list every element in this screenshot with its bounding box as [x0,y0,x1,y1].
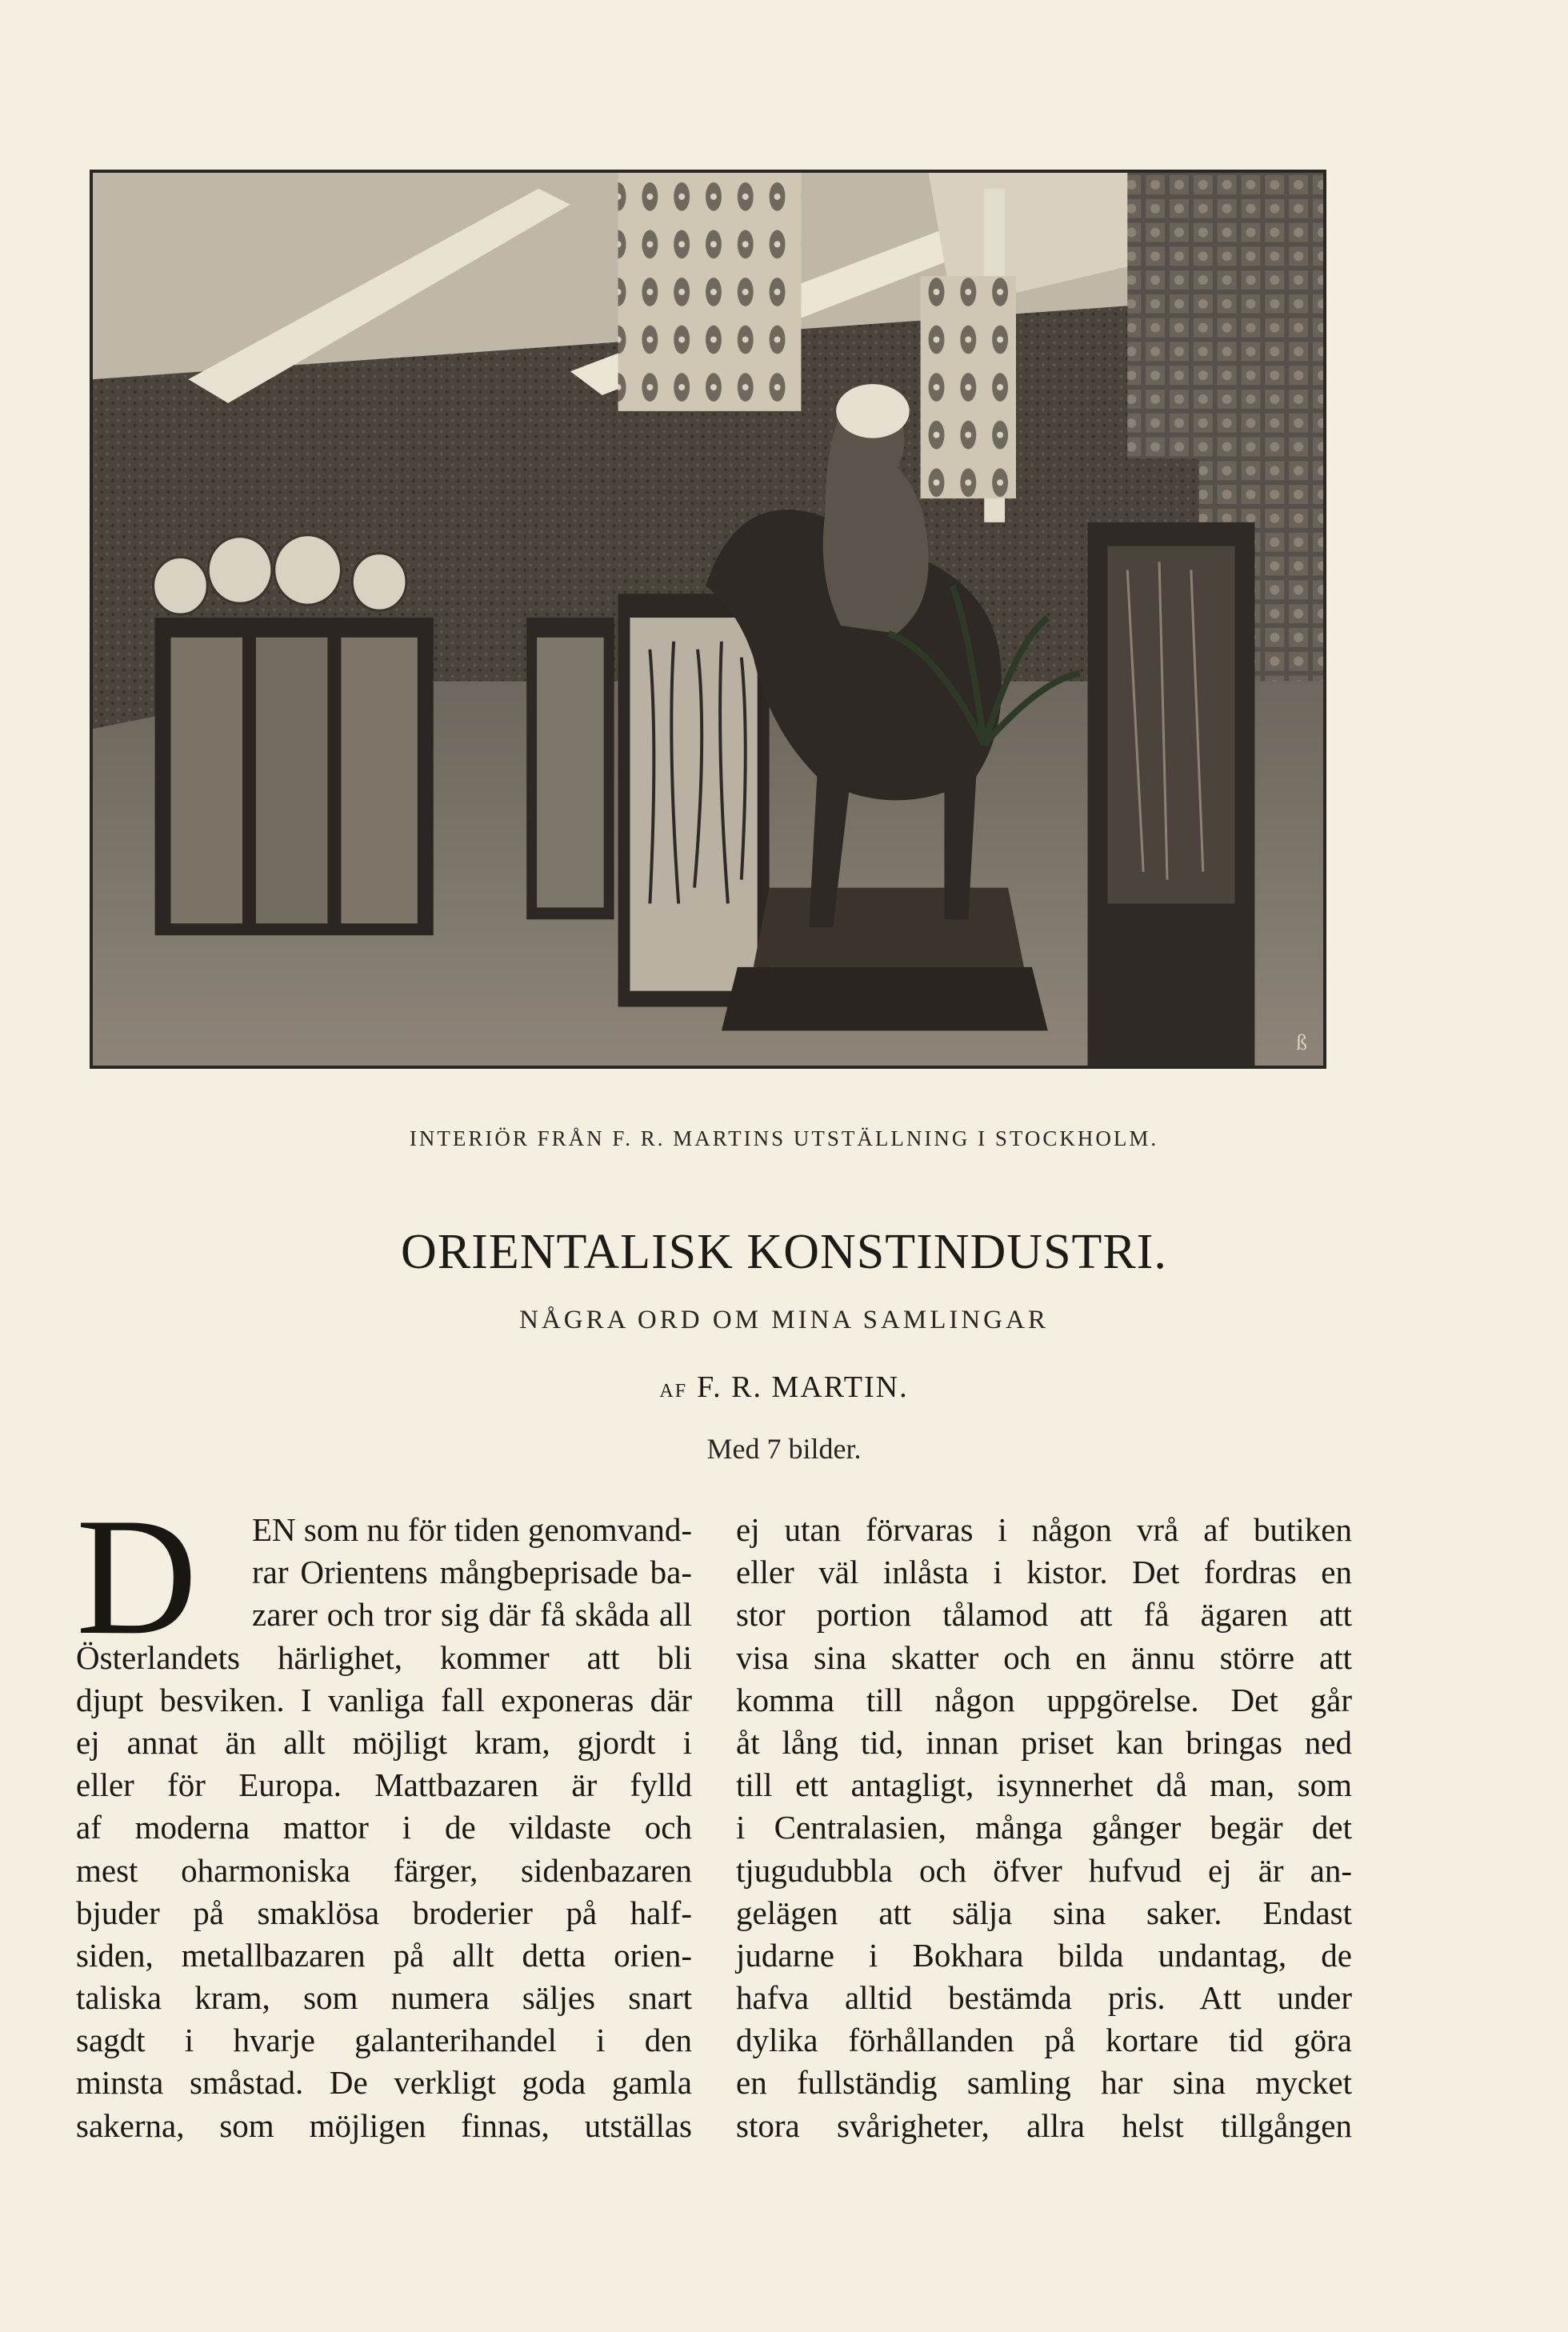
body-line: i Centralasien, många gånger begär det [736,1809,1352,1846]
body-line: åt lång tid, innan priset kan bringas ned [736,1723,1352,1761]
body-line: en fullständig samling har sina mycket [736,2064,1352,2102]
body-line: eller väl inlåsta i kistor. Det fordras en [736,1554,1352,1591]
body-line: ej utan förvaras i någon vrå af butiken [736,1511,1352,1548]
body-line: taliska kram, som numera säljes snart [76,1979,692,2017]
body-line: eller för Europa. Mattbazaren är fylld [76,1766,692,1804]
left-column [76,1484,692,2147]
body-line: rar Orientens mångbeprisade ba- [252,1554,692,1591]
images-note: Med 7 bilder. [706,1433,862,1465]
exhibition-photograph [90,170,1326,1069]
body-line: Österlandets härlighet, kommer att bli [76,1638,692,1676]
body-line: stor portion tålamod att få ägaren att [736,1596,1352,1634]
body-line: dylika förhållanden på kortare tid göra [736,2022,1352,2059]
body-line: sakerna, som möjligen finnas, utställas [76,2106,692,2144]
body-line: zarer och tror sig där få skåda all [252,1596,692,1634]
figure-caption: INTERIÖR FRÅN F. R. MARTINS UTSTÄLLNING I STOCKHOLM. [409,1126,1159,1150]
body-line: stora svårigheter, allra helst tillgången [736,2106,1352,2144]
body-line: af moderna mattor i de vildaste och [76,1809,692,1846]
body-line: mest oharmoniska färger, sidenbazaren [76,1851,692,1889]
right-column [736,1509,1352,2147]
body-line: minsta småstad. De verkligt goda gamla [76,2064,692,2102]
svg-text:ß: ß [1296,1030,1308,1056]
body-line: siden, metallbazaren på allt detta orien- [76,1936,692,1974]
body-line: visa sina skatter och en ännu större att [736,1638,1352,1676]
body-line: hafva alltid bestämda pris. Att under [736,1979,1352,2017]
body-line: sagdt i hvarje galanterihandel i den [76,2022,692,2059]
body-line: EN som nu för tiden genomvand- [252,1511,692,1548]
article-byline [0,1370,1568,1405]
body-line: djupt besviken. I vanliga fall exponeras där [76,1681,692,1718]
drop-cap: D [76,1484,198,1670]
article-title: ORIENTALISK KONSTINDUSTRI. [401,1225,1167,1279]
body-line: ej annat än allt möjligt kram, gjordt i [76,1723,692,1761]
author-name: F. R. MARTIN. [697,1370,909,1404]
body-line: komma till någon uppgörelse. Det går [736,1681,1352,1718]
byline-prefix: AF [659,1381,688,1402]
body-line: till ett antagligt, isynnerhet då man, som [736,1766,1352,1804]
body-line: judarne i Bokhara bilda undantag, de [736,1936,1352,1974]
body-line: gelägen att sälja sina saker. Endast [736,1894,1352,1931]
article-subtitle: NÅGRA ORD OM MINA SAMLINGAR [519,1306,1049,1334]
body-line: tjugudubbla och öfver hufvud ej är an- [736,1851,1352,1889]
photograph-illustration [93,173,1323,1066]
body-line: bjuder på smaklösa broderier på half- [76,1894,692,1931]
